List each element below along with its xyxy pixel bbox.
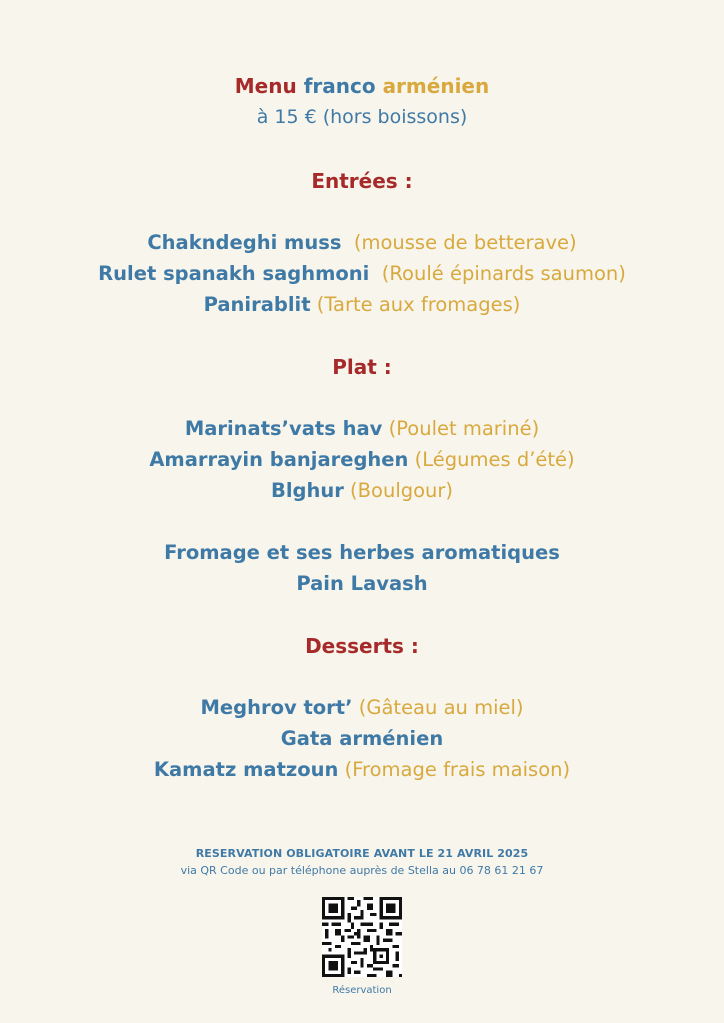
title-word-franco: franco (303, 74, 376, 98)
section-heading-entrees: Entrées : (311, 169, 413, 193)
dish-description: (Poulet mariné) (388, 417, 540, 440)
reservation-notice: RESERVATION OBLIGATOIRE AVANT LE 21 AVRIL 2025 (195, 847, 529, 860)
dish-name: Gata arménien (280, 727, 444, 750)
title-word-armenien: arménien (382, 74, 490, 98)
fromage-line: Fromage et ses herbes aromatiques (164, 541, 560, 564)
dish-name: Panirablit (203, 293, 311, 316)
dish-name: Blghur (270, 479, 344, 502)
dish-dessert-2 (0, 727, 724, 750)
dish-dessert-3 (0, 758, 724, 781)
dish-dessert-1 (0, 696, 724, 719)
dish-name: Chakndeghi muss (147, 231, 342, 254)
dish-description: (Fromage frais maison) (344, 758, 571, 781)
pain-lavash-line: Pain Lavash (296, 572, 428, 595)
qr-caption: Réservation (332, 985, 392, 996)
section-heading-desserts: Desserts : (305, 634, 419, 658)
dish-entree-2 (0, 262, 724, 285)
dish-entree-3 (0, 293, 724, 316)
dish-entree-1 (0, 231, 724, 254)
dish-description: (mousse de betterave) (353, 231, 577, 254)
dish-name: Rulet spanakh saghmoni (98, 262, 370, 285)
dish-name: Meghrov tort’ (200, 696, 353, 719)
dish-description: (Tarte aux fromages) (316, 293, 521, 316)
dish-name: Marinats’vats hav (184, 417, 383, 440)
dish-description: (Roulé épinards saumon) (381, 262, 626, 285)
dish-name: Kamatz matzoun (153, 758, 339, 781)
dish-plat-2 (0, 448, 724, 471)
title-word-menu: Menu (234, 74, 297, 98)
dish-name: Amarrayin banjareghen (149, 448, 409, 471)
dish-description: (Légumes d’été) (414, 448, 575, 471)
dish-description: (Boulgour) (350, 479, 454, 502)
menu-title (0, 74, 724, 98)
dish-plat-3 (0, 479, 724, 502)
section-heading-plat: Plat : (332, 355, 392, 379)
dish-description: (Gâteau au miel) (358, 696, 524, 719)
reservation-contact: via QR Code ou par téléphone auprès de Stella au 06 78 61 21 67 (180, 864, 544, 877)
dish-plat-1 (0, 417, 724, 440)
menu-price: à 15 € (hors boissons) (256, 106, 468, 128)
reservation-qr-code[interactable] (322, 897, 402, 977)
